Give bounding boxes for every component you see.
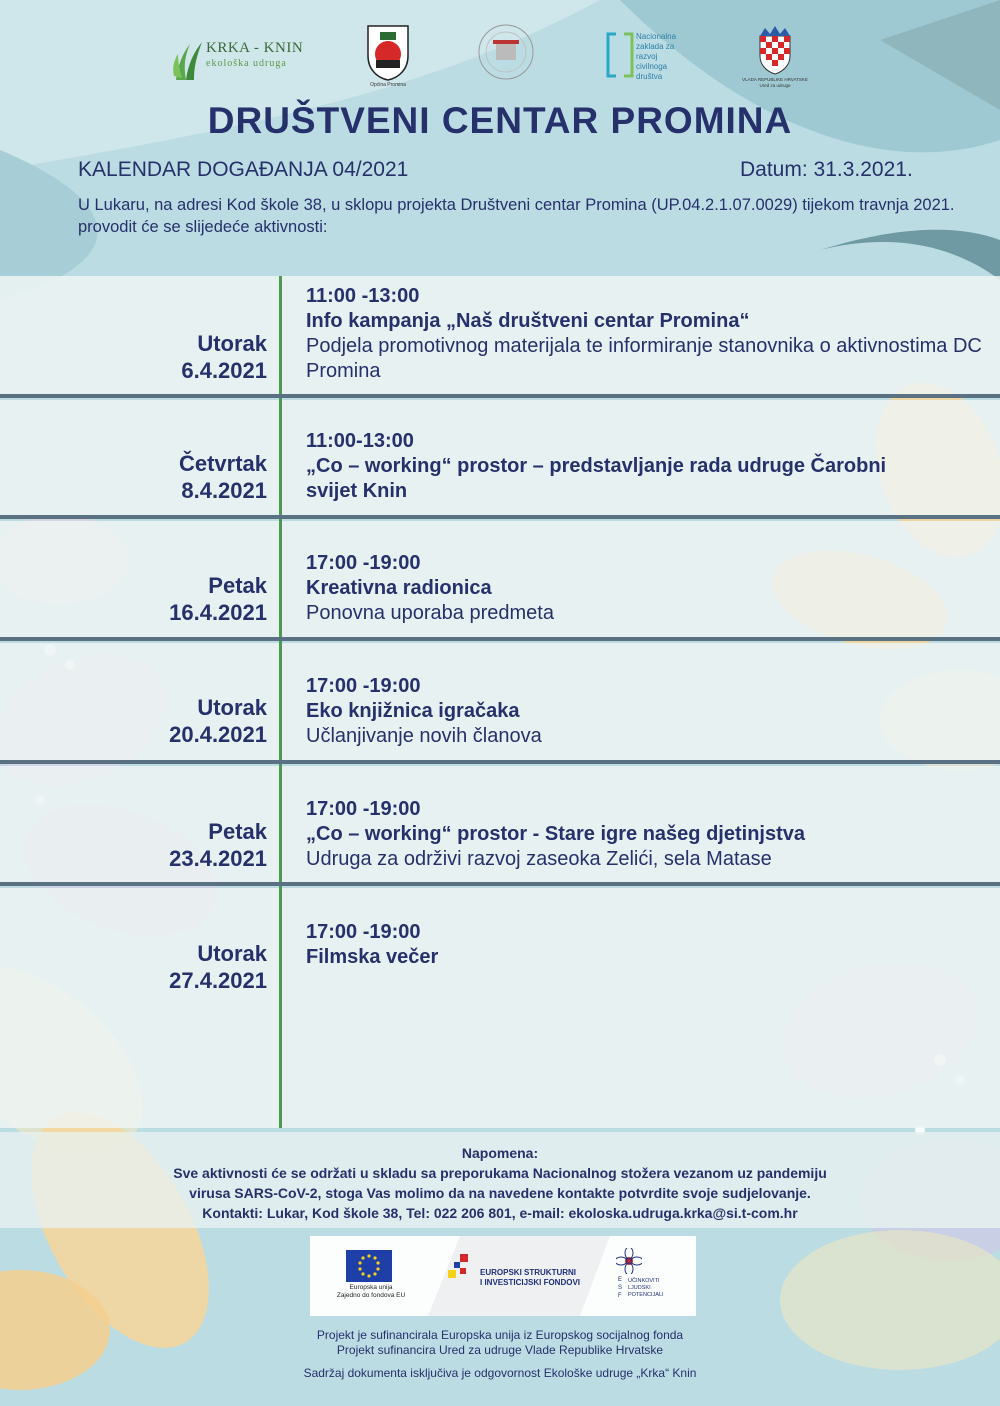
- footer-line: Projekt je sufinancirala Europska unija iz Europskog socijalnog fonda: [316, 1328, 684, 1342]
- event-title: „Co – working“ prostor – predstavljanje rada udruge Čarobni svijet Knin: [306, 455, 887, 502]
- krka-title: KRKA - KNIN: [206, 40, 304, 56]
- event-title: Info kampanja „Naš društveni centar Promina“: [306, 310, 750, 332]
- esif-icon: [446, 1254, 476, 1284]
- seal-icon: [476, 22, 536, 82]
- event-day: Petak 23.4.2021: [169, 819, 267, 871]
- event-description: Učlanjivanje novih članova: [306, 725, 542, 747]
- event-details: [306, 429, 906, 504]
- event-time: 17:00 -19:00: [306, 921, 421, 943]
- footer-line: Projekt sufinancira Ured za udruge Vlade Republike Hrvatske: [336, 1343, 664, 1357]
- intro-text: U Lukaru, na adresi Kod škole 38, u sklopu projekta Društveni centar Promina (UP.04.2.1.07.0029) tijekom travnja 2021. provodit će se slijedeće aktivnosti:: [78, 196, 955, 236]
- esf-letters: E S F: [618, 1277, 623, 1299]
- event-details: [306, 797, 996, 872]
- page-title: DRUŠTVENI CENTAR PROMINA: [207, 100, 793, 141]
- eu-funding-banner: [310, 1232, 696, 1320]
- event-description: Podjela promotivnog materijala te informiranje stanovnika o aktivnostima DC Promina: [306, 335, 982, 382]
- event-description: Udruga za održivi razvoj zaseoka Zelići, sela Matase: [306, 848, 772, 870]
- krka-subtitle: ekološka udruga: [206, 58, 287, 69]
- coat-of-arms-icon: [360, 22, 416, 82]
- event-day: Utorak 27.4.2021: [169, 941, 267, 993]
- event-description: Ponovna uporaba predmeta: [306, 602, 554, 624]
- event-time: 17:00 -19:00: [306, 675, 421, 697]
- event-details: [306, 284, 996, 384]
- nacionalna-zaklada-logo: [606, 22, 696, 100]
- event-time: 17:00 -19:00: [306, 552, 421, 574]
- event-time: 11:00 -13:00: [306, 285, 420, 307]
- calendar-label: KALENDAR DOGAĐANJA 04/2021: [78, 158, 409, 181]
- row-separator: [0, 760, 1000, 764]
- esf-flower-icon: [616, 1248, 642, 1274]
- row-separator: [0, 394, 1000, 398]
- event-day: Petak 16.4.2021: [169, 573, 267, 625]
- event-details: [306, 920, 996, 970]
- croatian-coat-of-arms-icon: [738, 22, 812, 76]
- bracket-icon: [606, 32, 634, 78]
- event-title: Kreativna radionica: [306, 577, 492, 599]
- note-line: Sve aktivnosti će se održati u skladu sa preporukama Nacionalnog stožera vezanom uz pandemiju: [173, 1165, 827, 1181]
- eu-caption: Europska unija Zajedno do fondova EU: [336, 1284, 406, 1299]
- event-title: Filmska večer: [306, 946, 439, 968]
- events-table: [0, 276, 1000, 1128]
- veleuciliste-marko-marulic-logo: [476, 22, 536, 100]
- column-divider: [279, 276, 282, 1128]
- row-separator: [0, 882, 1000, 886]
- note-line: virusa SARS-CoV-2, stoga Vas molimo da na navedene kontakte potvrdite svoje sudjelovanje.: [189, 1185, 811, 1201]
- note-heading: Napomena:: [461, 1145, 539, 1161]
- event-time: 17:00 -19:00: [306, 798, 421, 820]
- event-title: „Co – working“ prostor - Stare igre našeg djetinjstva: [306, 823, 805, 845]
- contact-line: Kontakti: Lukar, Kod škole 38, Tel: 022 206 801, e-mail: ekoloska.udruga.krka@si.t-com.hr: [202, 1205, 798, 1221]
- esf-text: UČINKOVITI LJUDSKI POTENCIJALI: [628, 1278, 664, 1298]
- nzrcd-text: Nacionalna zaklada za razvoj civilnoga društva: [636, 32, 677, 81]
- grass-icon: [172, 36, 206, 82]
- vlada-rh-logo: [738, 22, 812, 100]
- event-time: 11:00-13:00: [306, 430, 414, 452]
- event-day: Četvrtak 8.4.2021: [178, 451, 267, 503]
- opcina-promina-logo: [360, 22, 416, 100]
- esif-text: EUROPSKI STRUKTURNI I INVESTICIJSKI FONDOVI: [480, 1268, 581, 1287]
- note-section: [0, 1143, 1000, 1223]
- logo-strip: [0, 22, 1000, 100]
- event-details: [306, 674, 996, 749]
- row-separator: [0, 515, 1000, 519]
- opcina-caption: Općina Promina: [370, 82, 406, 88]
- krka-knin-logo: [172, 22, 312, 100]
- eu-flag-icon: [346, 1250, 392, 1282]
- vlada-caption: VLADA REPUBLIKE HRVATSKE Ured za udruge: [742, 77, 808, 88]
- footer: [0, 1328, 1000, 1381]
- document-date: Datum: 31.3.2021.: [740, 158, 913, 181]
- event-day: Utorak 20.4.2021: [169, 695, 267, 747]
- event-details: [306, 551, 996, 626]
- disclaimer: Sadržaj dokumenta isključiva je odgovornost Ekološke udruge „Krka“ Knin: [303, 1366, 697, 1380]
- row-separator: [0, 637, 1000, 641]
- event-title: Eko knjižnica igračaka: [306, 700, 520, 722]
- event-day: Utorak 6.4.2021: [181, 331, 267, 383]
